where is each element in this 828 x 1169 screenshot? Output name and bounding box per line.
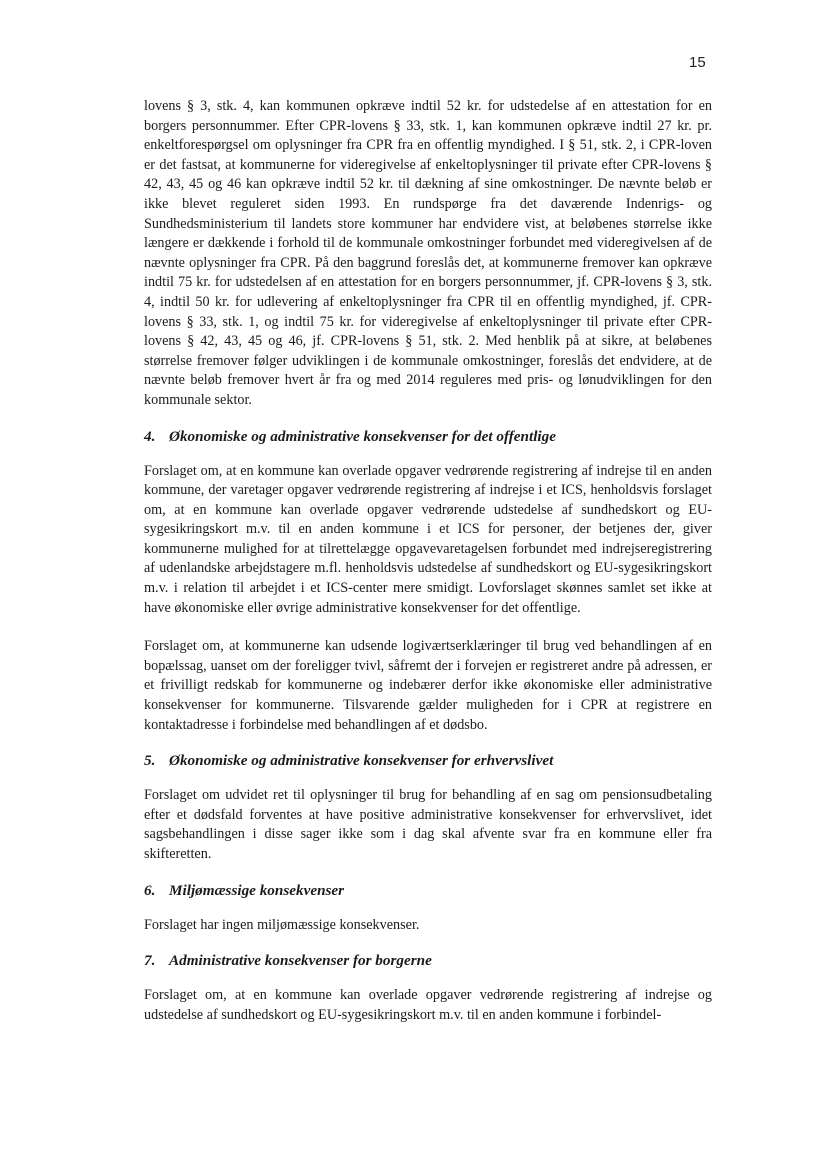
section-7-paragraph-1: Forslaget om, at en kommune kan overlade opgaver vedrørende registrering af indrejse og udstedelse af sundhedskort og EU-sygesikringskort m.v. til en anden kommune i forbindel- bbox=[144, 987, 712, 1023]
section-6-number: 6. bbox=[144, 881, 156, 899]
document-body bbox=[144, 97, 712, 1025]
section-5-number: 5. bbox=[144, 752, 156, 770]
section-4-paragraph-1: Forslaget om, at en kommune kan overlade opgaver vedrørende registrering af indrejse til en anden kommune, der varetager opgaver vedrørende registrering af indrejse i et ICS, henholdsvis forslaget om, at en kommune kan overlade opgaver vedrørende udstedelse af sundhedskort og EU-sygesikringskort m.v. til en anden kommune i et ICS for personer, der betjenes der, giver kommunerne mulighed for at tilrettelægge opgavevaretagelsen forbundet med indrejseregistrering af udenlandske arbejdstagere m.fl. henholdsvis udstedelse af sundhedskort og EU-sygesikringskort m.v. i relation til arbejdet i et ICS-center mere smidigt. Lovforslaget skønnes samlet set ikke at have økonomiske eller øvrige administrative konsekvenser for det offentlige. bbox=[144, 462, 712, 616]
intro-paragraph: lovens § 3, stk. 4, kan kommunen opkræve indtil 52 kr. for udstedelse af en attestation for en borgers personnummer. Efter CPR-lovens § 33, stk. 1, kan kommunen opkræve indtil 27 kr. pr. enkeltforespørgsel om oplysninger fra CPR fra en offentlig myndighed. I § 51, stk. 2, i CPR-loven er det fastsat, at kommunerne for videregivelse af enkeltoplysninger til private efter CPR-lovens § 42, 43, 45 og 46 kan opkræve indtil 52 kr. til dækning af sine omkostninger. De nævnte beløb er ikke blevet reguleret siden 1993. En rundspørge fra det daværende Indenrigs- og Sundhedsministerium til landets store kommuner har endvidere vist, at beløbenes størrelse ikke længere er dækkende i forhold til de kommunale omkostninger forbundet med videregivelsen af de nævnte oplysninger fra CPR. På den baggrund foreslås det, at kommunerne fremover kan opkræve indtil 75 kr. for udstedelsen af en attestation for en borgers personnummer, jf. CPR-lovens § 3, stk. 4, indtil 50 kr. for udlevering af enkeltoplysninger fra CPR til en offentlig myndighed, jf. CPR-lovens § 33, stk. 1, og indtil 75 kr. for videregivelse af enkeltoplysninger til private efter CPR-lovens § 42, 43, 45 og 46, jf. CPR-lovens § 51, stk. 2. Med henblik på at sikre, at beløbenes størrelse fremover følger udviklingen i de kommunale omkostninger, foreslås det endvidere, at de nævnte beløb fremover hvert år fra og med 2014 reguleres med pris- og lønudviklingen for den kommunale sektor. bbox=[144, 98, 712, 408]
section-7-heading bbox=[144, 951, 712, 971]
section-4-paragraph-2: Forslaget om, at kommunerne kan udsende logiværtserklæringer til brug ved behandlingen af en bopælssag, uanset om der foreligger tvivl, såfremt der i forvejen er registreret andre på adressen, er et frivilligt redskab for kommunerne og indebærer derfor ikke økonomiske eller administrative konsekvenser for kommunerne. Tilsvarende gælder muligheden for i CPR at registrere en kontaktadresse i forbindelse med behandlingen af et dødsbo. bbox=[144, 638, 712, 733]
section-4-heading bbox=[144, 427, 712, 447]
page-number: 15 bbox=[689, 54, 706, 71]
section-6-title: Miljømæssige konsekvenser bbox=[169, 881, 345, 899]
section-6-paragraph-1: Forslaget har ingen miljømæssige konsekvenser. bbox=[144, 916, 420, 933]
section-5-title: Økonomiske og administrative konsekvenser for erhvervslivet bbox=[169, 752, 554, 770]
section-5-heading bbox=[144, 751, 712, 771]
section-4-number: 4. bbox=[144, 427, 156, 445]
section-5-paragraph-1: Forslaget om udvidet ret til oplysninger til brug for behandling af en sag om pensionsudbetaling efter et dødsfald forventes at have positive administrative konsekvenser for erhvervslivet, idet sagsbehandlingen i disse sager ikke som i dag skal afvente svar fra en kommune eller fra skifteretten. bbox=[144, 787, 712, 862]
section-6-heading bbox=[144, 881, 712, 901]
section-7-number: 7. bbox=[144, 952, 156, 970]
section-7-title: Administrative konsekvenser for borgerne bbox=[169, 952, 432, 970]
section-4-title: Økonomiske og administrative konsekvenser for det offentlige bbox=[169, 427, 556, 445]
